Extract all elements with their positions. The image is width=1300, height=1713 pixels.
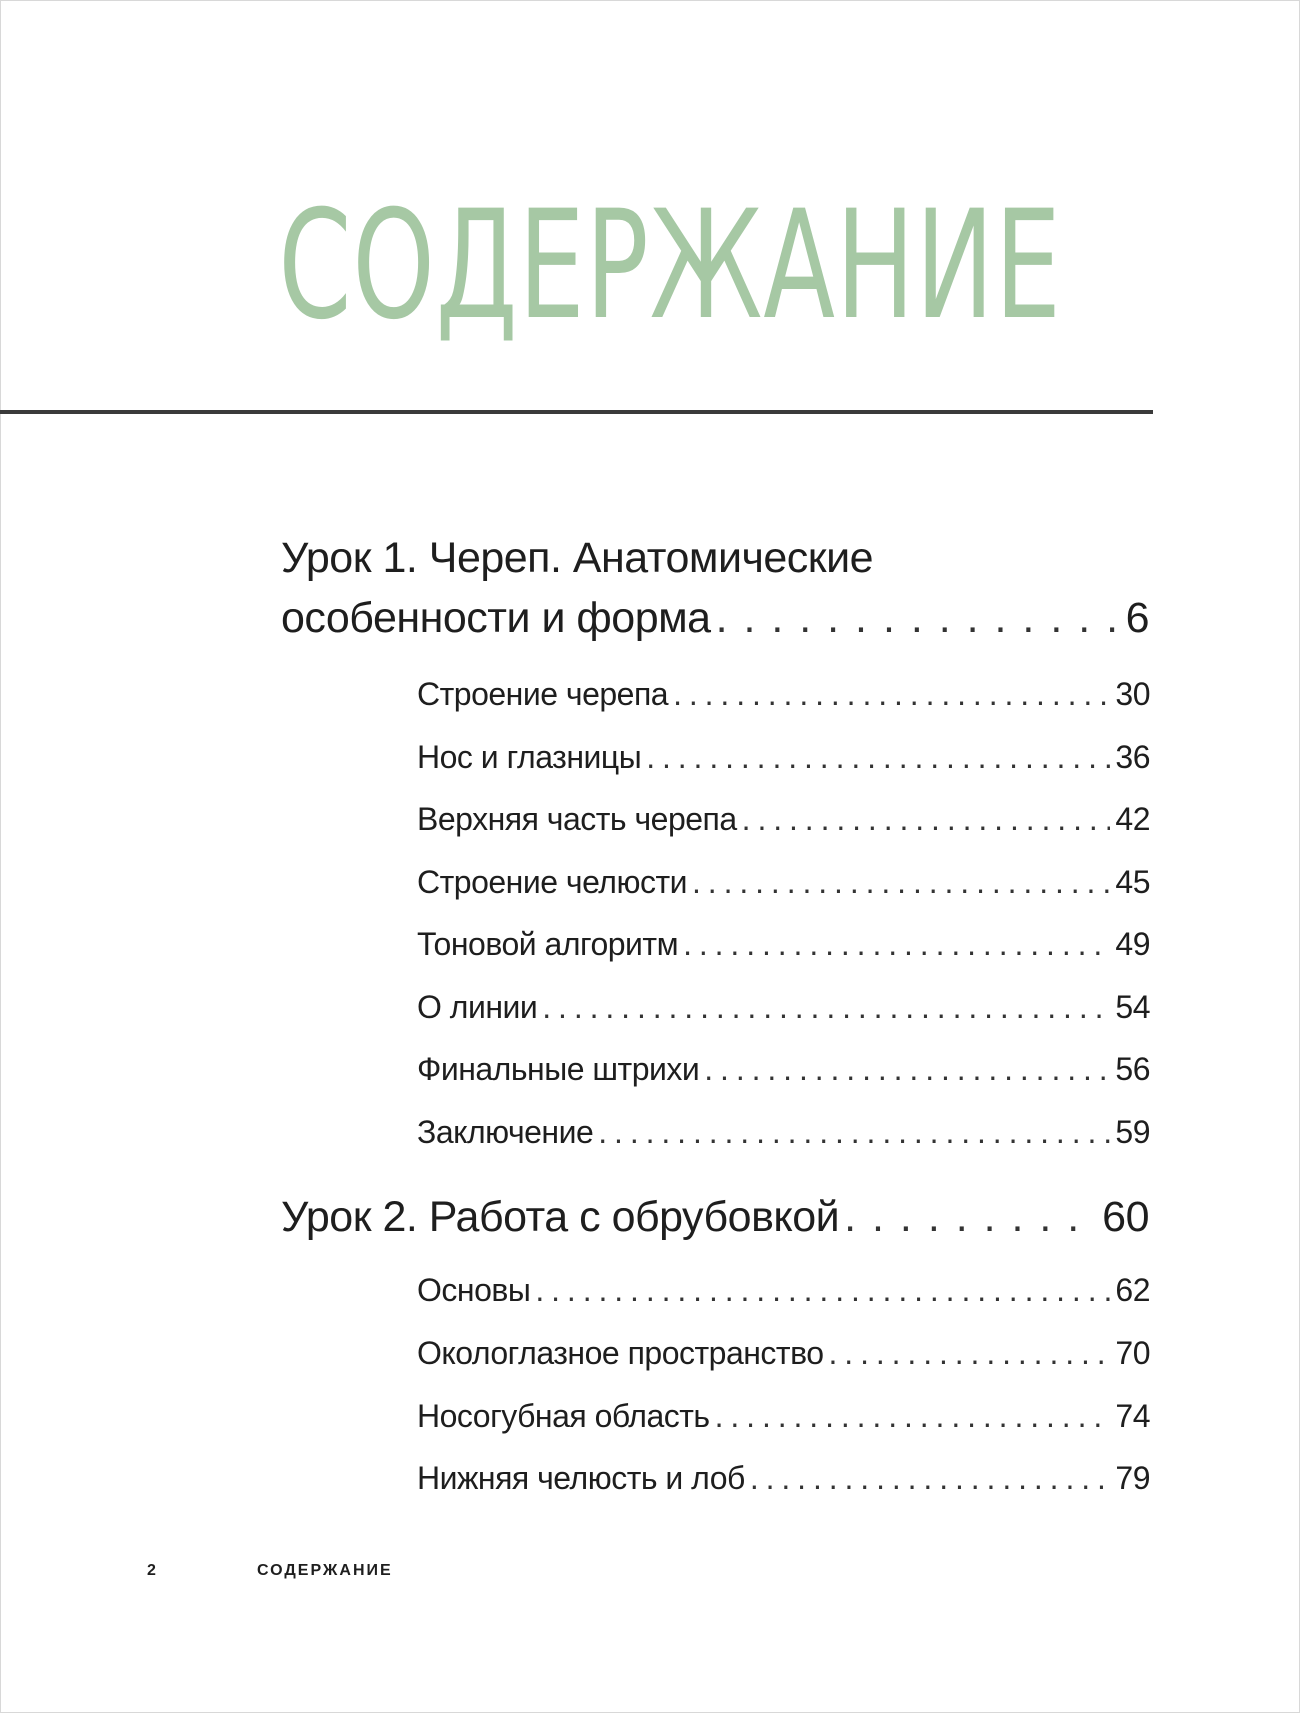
dot-leader [692,860,1110,904]
toc-section[interactable] [417,1394,1150,1438]
toc-section-label: О линии [417,989,538,1025]
dot-leader [844,1187,1097,1247]
toc-section-page: 49 [1115,926,1150,962]
toc-section[interactable] [417,1110,1150,1154]
dot-leader [542,985,1110,1029]
dot-leader [535,1268,1110,1312]
toc-section-label: Окологлазное пространство [417,1335,824,1371]
toc-section-label: Носогубная область [417,1398,710,1434]
toc-section-label: Верхняя часть черепа [417,801,737,837]
toc-section-page: 45 [1115,864,1150,900]
toc-section-page: 54 [1115,989,1150,1025]
toc-chapter-2-page: 60 [1102,1193,1149,1241]
page-title: СОДЕРЖАНИЕ [278,179,1062,353]
toc-section-label: Тоновой алгоритм [417,926,679,962]
dot-leader [673,672,1110,716]
toc-section-page: 56 [1115,1051,1150,1087]
toc-section-page: 36 [1115,739,1150,775]
toc-section[interactable] [417,735,1150,779]
toc-section-page: 59 [1115,1114,1150,1150]
toc-section-label: Заключение [417,1114,594,1150]
toc-section-label: Нос и глазницы [417,739,642,775]
dot-leader [716,588,1121,648]
toc-section[interactable] [417,860,1150,904]
toc-section-page: 70 [1115,1335,1150,1371]
toc-section[interactable] [417,1268,1150,1312]
dot-leader [683,922,1110,966]
toc-chapter-1[interactable] [281,534,1149,648]
toc-section[interactable] [417,1456,1150,1500]
toc-section-label: Нижняя челюсть и лоб [417,1460,745,1496]
toc-chapter-2[interactable] [281,1187,1149,1247]
toc-section-page: 62 [1115,1272,1150,1308]
toc-chapter-1-title-line1: Урок 1. Череп. Анатомические [281,534,874,582]
toc-section-label: Основы [417,1272,531,1308]
toc-section-label: Строение черепа [417,676,669,712]
toc-section[interactable] [417,797,1150,841]
toc-section[interactable] [417,672,1150,716]
dot-leader [646,735,1110,779]
dot-leader [829,1331,1111,1375]
toc-section[interactable] [417,1047,1150,1091]
dot-leader [704,1047,1110,1091]
toc-chapter-1-page: 6 [1125,594,1149,642]
toc-section-label: Строение челюсти [417,864,687,900]
footer-running-title: СОДЕРЖАНИЕ [257,1562,393,1579]
dot-leader [742,797,1111,841]
toc-section[interactable] [417,922,1150,966]
dot-leader [750,1456,1111,1500]
toc-chapter-1-title-line2: особенности и форма [281,594,711,642]
toc-section-page: 42 [1115,801,1150,837]
toc-section-page: 74 [1115,1398,1150,1434]
dot-leader [715,1394,1111,1438]
toc-section[interactable] [417,1331,1150,1375]
footer-page-number: 2 [147,1562,156,1579]
toc-section-page: 79 [1115,1460,1150,1496]
dot-leader [598,1110,1110,1154]
toc-section-label: Финальные штрихи [417,1051,700,1087]
toc-section[interactable] [417,985,1150,1029]
toc-section-page: 30 [1115,676,1150,712]
toc-chapter-2-title: Урок 2. Работа с обрубовкой [281,1193,840,1241]
